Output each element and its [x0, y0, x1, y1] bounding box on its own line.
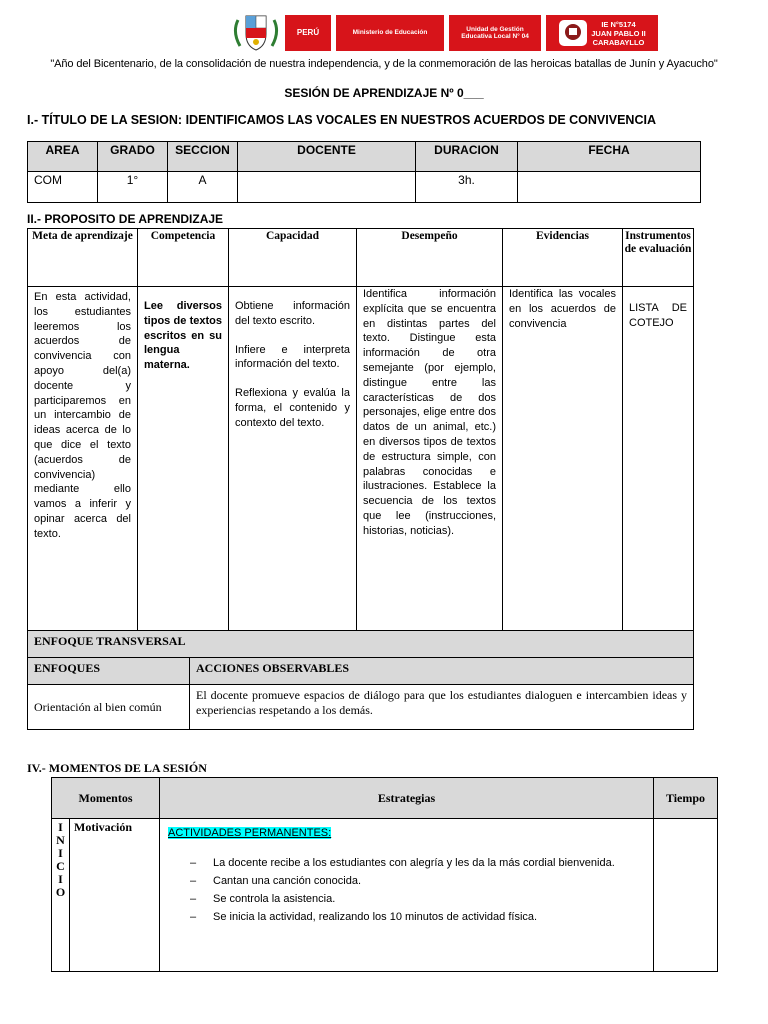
value-duracion: 3h. — [416, 172, 518, 203]
strategies-cell — [160, 819, 654, 972]
header-desempeno: Desempeño — [357, 229, 503, 287]
value-docente — [238, 172, 416, 203]
capacidad-item: Reflexiona y evalúa la forma, el contenido y contexto del texto. — [235, 387, 350, 429]
session-title: SESIÓN DE APRENDIZAJE Nº 0___ — [284, 86, 484, 100]
header-grado: GRADO — [98, 142, 168, 172]
peru-label: PERÚ — [285, 15, 331, 51]
motivacion-label: Motivación — [70, 819, 160, 972]
header-competencia: Competencia — [138, 229, 229, 287]
header-duracion: DURACION — [416, 142, 518, 172]
accion-value: El docente promueve espacios de diálogo para que los estudiantes dialoguen e intercambien ideas y experiencias respetando a los demás. — [190, 685, 694, 730]
header-area: AREA — [28, 142, 98, 172]
value-grado: 1° — [98, 172, 168, 203]
meta-text: En esta actividad, los estudiantes leeremos los acuerdos de convivencia con apoyo del(a) docente y participaremos en un intercambio de ideas acerca de lo que dice el texto (acuerdos de convivencia) mediante ello vamos a inferir y opinar acerca del texto. — [28, 287, 138, 632]
enfoque-value: Orientación al bien común — [28, 685, 190, 730]
desempeno-text: Identifica información explícita que se encuentra en distintas partes del texto. Distingue esta información de otra semejante (por ejemplo, distingue entre las características de dos personajes, elige entre dos datos de un animal, etc.) en diversos tipos de textos de estructura simple, con palabras conocidas e ilustraciones. Establece la secuencia de los textos que lee (instrucciones, historias, noticias). — [357, 287, 503, 632]
list-item: – La docente recibe a los estudiantes con alegría y les da la más cordial bienvenida. — [190, 857, 645, 869]
header-logos — [232, 12, 658, 54]
list-item: – Se controla la asistencia. — [190, 893, 645, 905]
capacidad-item: Obtiene información del texto escrito. — [235, 300, 350, 327]
header-momentos: Momentos — [52, 778, 160, 819]
session-info-table — [27, 141, 701, 203]
minedu-label: Ministerio de Educación — [336, 15, 444, 51]
section2-title: II.- PROPOSITO DE APRENDIZAJE — [27, 212, 224, 226]
capacidad-cell — [229, 287, 357, 632]
school-emblem-icon — [558, 19, 588, 47]
header-acciones: ACCIONES OBSERVABLES — [190, 658, 694, 685]
school-logo — [546, 15, 658, 51]
header-docente: DOCENTE — [238, 142, 416, 172]
header-seccion: SECCION — [168, 142, 238, 172]
value-fecha — [518, 172, 701, 203]
header-estrategias: Estrategias — [160, 778, 654, 819]
year-motto: "Año del Bicentenario, de la consolidación de nuestra independencia, y de la conmemoración de las heroicas batallas de Junín y Ayacucho" — [50, 58, 718, 70]
capacidad-item: Infiere e interpreta información del texto. — [235, 343, 350, 371]
permanent-activities-heading: ACTIVIDADES PERMANENTES: — [168, 827, 332, 839]
ugel-label: Unidad de Gestión Educativa Local N° 04 — [449, 15, 541, 51]
list-item: – Se inicia la actividad, realizando los 10 minutos de actividad física. — [190, 911, 645, 923]
header-tiempo: Tiempo — [654, 778, 718, 819]
instrumentos-text: LISTA DE COTEJO — [623, 287, 694, 632]
header-fecha: FECHA — [518, 142, 701, 172]
list-item: – Cantan una canción conocida. — [190, 875, 645, 887]
value-area: COM — [28, 172, 98, 203]
evidencias-text: Identifica las vocales en los acuerdos de convivencia — [503, 287, 623, 632]
header-evidencias: Evidencias — [503, 229, 623, 287]
header-instrumentos: Instrumentos de evaluación — [623, 229, 694, 287]
purpose-table — [27, 228, 694, 632]
section4-title: IV.- MOMENTOS DE LA SESIÓN — [27, 761, 207, 775]
enfoque-title: ENFOQUE TRANSVERSAL — [28, 631, 694, 658]
competencia-text: Lee diversos tipos de textos escritos en su lengua materna. — [138, 287, 229, 632]
session-moments-table — [51, 777, 718, 972]
header-meta: Meta de aprendizaje — [28, 229, 138, 287]
activity-list — [168, 857, 645, 923]
header-enfoques: ENFOQUES — [28, 658, 190, 685]
section1-title: I.- TÍTULO DE LA SESION: IDENTIFICAMOS LAS VOCALES EN NUESTROS ACUERDOS DE CONVIVENCIA — [27, 113, 656, 127]
value-seccion: A — [168, 172, 238, 203]
peru-coat-of-arms-icon — [232, 12, 280, 54]
tiempo-cell — [654, 819, 718, 972]
school-name: IE N°5174 JUAN PABLO II CARABAYLLO — [591, 19, 646, 47]
inicio-label: I N I C I O — [52, 819, 70, 972]
transversal-approach-table — [27, 630, 694, 730]
header-capacidad: Capacidad — [229, 229, 357, 287]
